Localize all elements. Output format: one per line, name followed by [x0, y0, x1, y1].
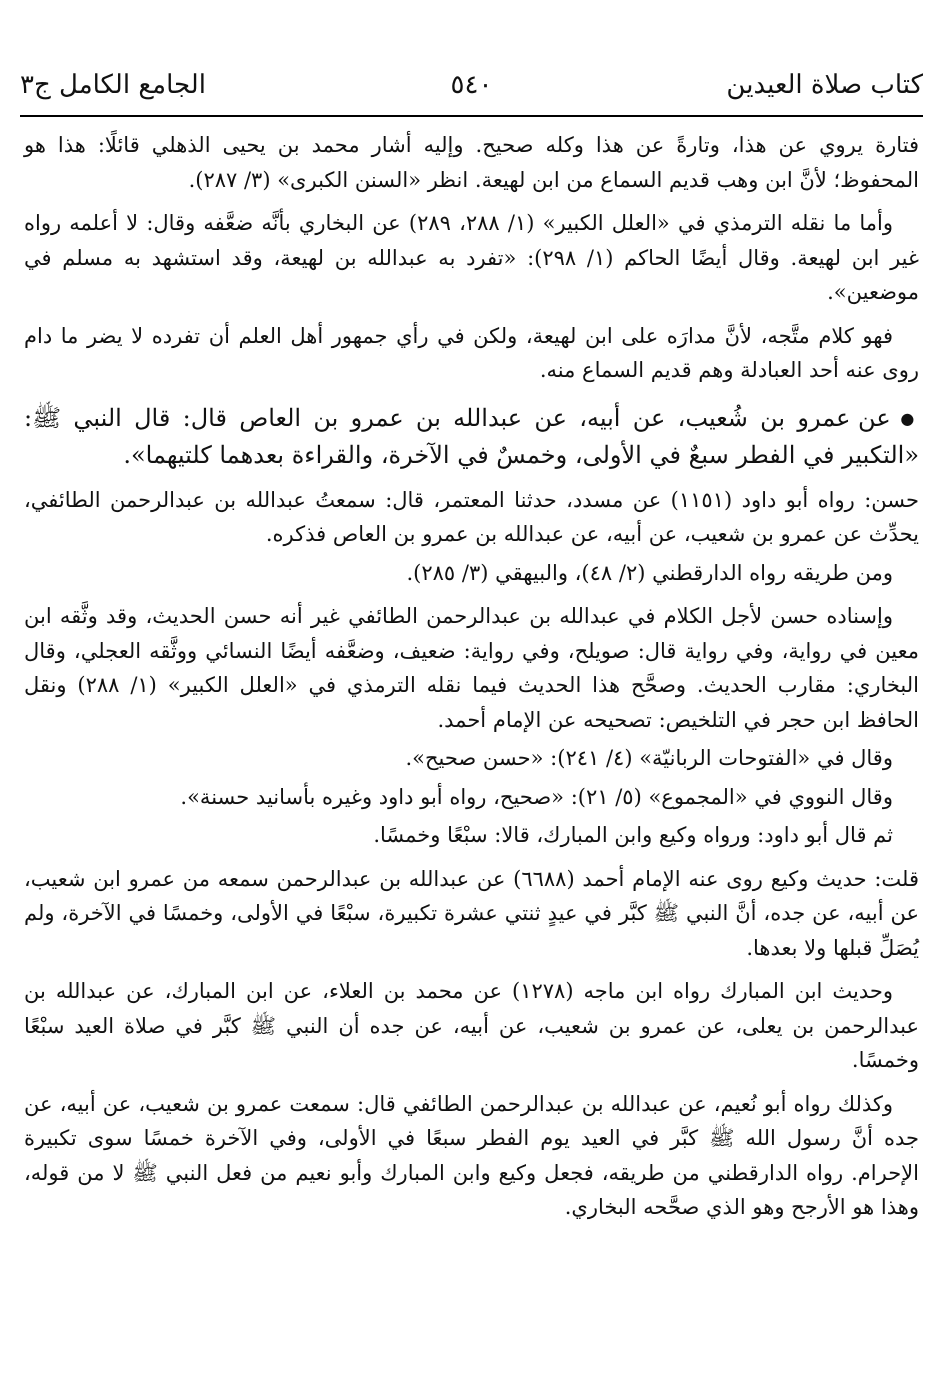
header-rule: [20, 115, 923, 117]
paragraph: وكذلك رواه أبو نُعيم، عن عبدالله بن عبدالرحمن الطائفي قال: سمعت عمرو بن شعيب، عن أبيه، عن جده أنَّ رسول الله ﷺ كبَّر في العيد يوم الفطر سبعًا في الأولى، وفي الآخرة خمسًا سوى تكبيرة الإحرام. رواه الدارقطني من طريقه، فجعل وكيع وابن المبارك وأبو نعيم من فعل النبي ﷺ لا من قوله، وهذا هو الأرجح وهو الذي صحَّحه البخاري.: [24, 1091, 919, 1219]
paragraph: ثم قال أبو داود: ورواه وكيع وابن المبارك، قالا: سبْعًا وخمسًا.: [373, 823, 893, 847]
paragraph: وقال النووي في «المجموع» (٥/ ٢١): «صحيح، رواه أبو داود وغيره بأسانيد حسنة».: [180, 784, 893, 809]
page-body: [24, 128, 919, 1345]
paragraph: حسن: رواه أبو داود (١١٥١) عن مسدد، حدثنا المعتمر، قال: سمعتُ عبدالله بن عبدالرحمن الطائفي، يحدِّث عن عمرو بن شعيب، عن أبيه، عن عبدالله بن عمرو بن العاص فذكره.: [24, 487, 919, 546]
paragraph: وقال في «الفتوحات الربانيّة» (٤/ ٢٤١): «حسن صحيح».: [405, 746, 893, 770]
hadith-text: ● عن عمرو بن شُعيب، عن أبيه، عن عبدالله بن عمرو بن العاص قال: قال النبي ﷺ: «التكبير في الفطر سبعٌ في الأولى، وخمسٌ في الآخرة، والقراءة بعدهما كلتيهما».: [24, 400, 919, 474]
page-header: [20, 60, 923, 108]
volume-label: الجامع الكامل ج٣: [20, 70, 206, 100]
book-title: كتاب صلاة العيدين: [726, 70, 923, 100]
paragraph: فتارة يروي عن هذا، وتارةً عن هذا وكله صحيح. وإليه أشار محمد بن يحيى الذهلي قائلًا: هذا هو المحفوظ؛ لأنَّ ابن وهب قديم السماع من ابن لهيعة. انظر «السنن الكبرى» (٣/ ٢٨٧).: [24, 133, 919, 192]
paragraph: قلت: حديث وكيع روى عنه الإمام أحمد (٦٦٨٨) عن عبدالله بن عبدالرحمن سمعه من عمرو ابن شعيب، عن أبيه، عن جده، أنَّ النبي ﷺ كبَّر في عيدٍ ثنتي عشرة تكبيرة، سبْعًا في الأولى، وخمسًا في الآخرة، ولم يُصَلِّ قبلها ولا بعدها.: [24, 866, 920, 960]
page-number: ٥٤٠: [450, 70, 493, 100]
paragraph: وحديث ابن المبارك رواه ابن ماجه (١٢٧٨) عن محمد بن العلاء، عن ابن المبارك، عن عبدالله بن عبدالرحمن بن يعلى، عن عمرو بن شعيب، عن أبيه، عن جده أن النبي ﷺ كبَّر في صلاة العيد سبْعًا وخمسًا.: [24, 979, 919, 1072]
paragraph: وأما ما نقله الترمذي في «العلل الكبير» (١/ ٢٨٨، ٢٨٩) عن البخاري بأنَّه ضعَّفه وقال: لا أعلمه رواه غير ابن لهيعة. وقال أيضًا الحاكم (١/ ٢٩٨): «تفرد به عبدالله بن لهيعة، وقد استشهد به مسلم في موضعين».: [24, 211, 919, 304]
paragraph: وإسناده حسن لأجل الكلام في عبدالله بن عبدالرحمن الطائفي غير أنه حسن الحديث، وقد وثَّقه ابن معين في رواية، وفي رواية قال: صويلح، وفي رواية: ضعيف، وضعَّفه أيضًا النسائي ووثَّقه العجلي، وقال البخاري: مقارب الحديث. وصحَّح هذا الحديث فيما نقله الترمذي في «العلل الكبير» (١/ ٢٨٨) ونقل الحافظ ابن حجر في التلخيص: تصحيحه عن الإمام أحمد.: [24, 604, 919, 732]
paragraph: ومن طريقه رواه الدارقطني (٢/ ٤٨)، والبيهقي (٣/ ٢٨٥).: [406, 560, 893, 585]
paragraph: فهو كلام متَّجه، لأنَّ مدارَه على ابن لهيعة، ولكن في رأي جمهور أهل العلم أن تفرده لا يضر ما دام روى عنه أحد العبادلة وهم قديم السماع منه.: [24, 323, 919, 382]
